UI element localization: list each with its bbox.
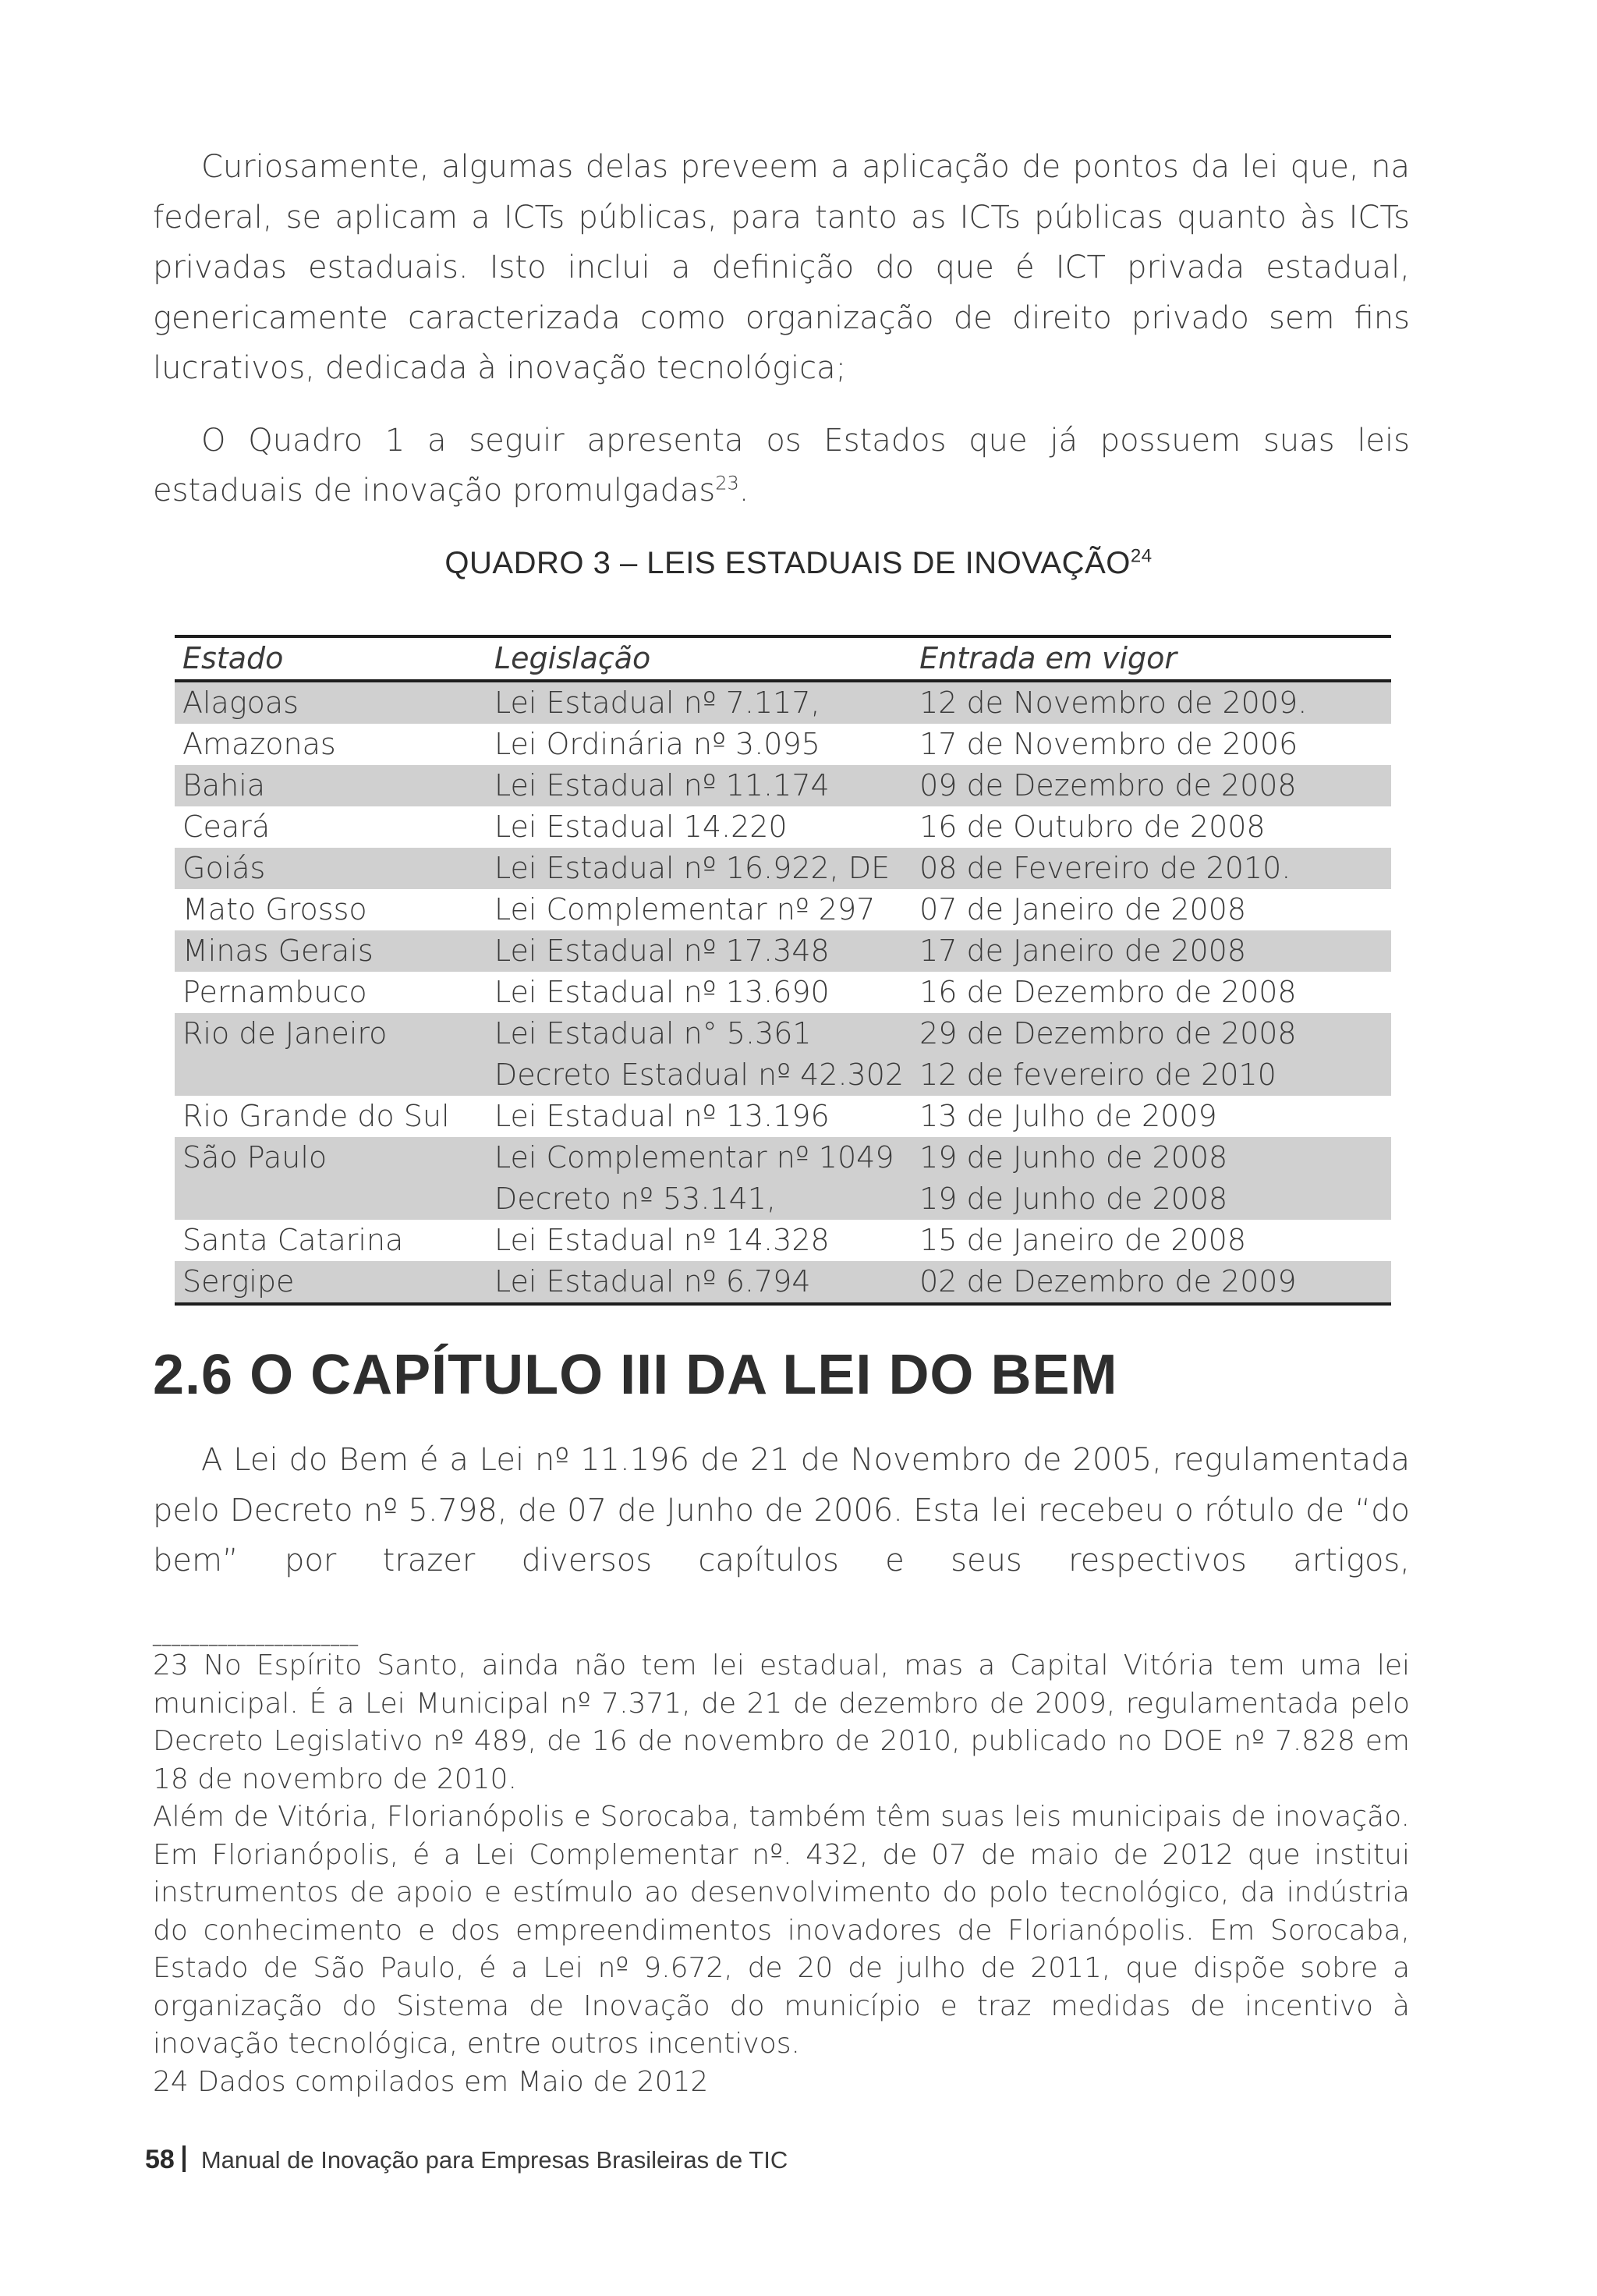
- cell-legislacao-line: Lei Ordinária nº 3.095: [494, 727, 820, 761]
- cell-legislacao-line: Lei Estadual nº 11.174: [494, 768, 830, 803]
- cell-entrada-em-vigor: [912, 930, 1391, 972]
- cell-estado: Alagoas: [182, 686, 299, 720]
- cell-legislacao-line: Lei Estadual nº 17.348: [494, 934, 830, 968]
- cell-entrada-em-vigor: [912, 1096, 1391, 1137]
- cell-legislacao-line: Lei Estadual nº 6.794: [494, 1264, 811, 1299]
- footnote-24: 24 Dados compilados em Maio de 2012: [153, 2065, 709, 2098]
- footnote-separator: ______________________: [153, 1627, 359, 1646]
- header-entrada-em-vigor: Entrada em vigor: [919, 641, 1177, 675]
- book-title: Manual de Inovação para Empresas Brasileiras de TIC: [200, 2146, 788, 2174]
- cell-entrada-em-vigor: [912, 806, 1391, 848]
- cell-entrada-em-vigor: [912, 889, 1391, 930]
- cell-entrada-em-vigor-line: 13 de Julho de 2009: [919, 1099, 1217, 1133]
- cell-estado: Amazonas: [182, 727, 336, 761]
- cell-legislacao-line: Lei Estadual n° 5.361: [494, 1016, 812, 1051]
- table-row: [175, 972, 1391, 1013]
- section-paragraph-1: A Lei do Bem é a Lei nº 11.196 de 21 de Novembro de 2005, regulamentada pelo Decreto nº 5.798, de 07 de Junho de 2006. Esta lei recebeu o rótulo de “do bem” por trazer diversos capítulos e seus respectivos artigos,: [153, 1442, 1410, 1578]
- cell-legislacao-line: Lei Estadual nº 13.196: [494, 1099, 830, 1133]
- cell-entrada-em-vigor-line: 12 de Novembro de 2009.: [919, 686, 1308, 720]
- cell-entrada-em-vigor-line: 09 de Dezembro de 2008: [919, 768, 1297, 803]
- cell-legislacao: [487, 848, 912, 889]
- header-legislacao: Legislação: [494, 641, 651, 675]
- cell-entrada-em-vigor: [912, 765, 1391, 806]
- cell-entrada-em-vigor-line: 15 de Janeiro de 2008: [919, 1223, 1247, 1257]
- cell-estado: Bahia: [182, 768, 266, 803]
- table-row: [175, 681, 1391, 724]
- footnote-23-continued: Além de Vitória, Florianópolis e Sorocaba, também têm suas leis municipais de inovação. Em Florianópolis, é a Lei Complementar nº. 432, de 07 de maio de 2012 que institui instrumentos de apoio e estímulo ao desenvolvimento do polo tecnológico, da indústria do conhecimento e dos empreendimentos inovadores de Florianópolis. Em Sorocaba, Estado de São Paulo, é a Lei nº 9.672, de 20 de julho de 2011, que dispõe sobre a organização do Sistema de Inovação do município e traz medidas de incentivo à inovação tecnológica, entre outros incentivos.: [153, 1801, 1410, 2060]
- cell-entrada-em-vigor-line: 19 de Junho de 2008: [919, 1182, 1228, 1216]
- cell-entrada-em-vigor-line: 19 de Junho de 2008: [919, 1140, 1228, 1175]
- intro-paragraph-2-end: .: [738, 473, 749, 508]
- table-row: [175, 806, 1391, 848]
- intro-paragraph-1: Curiosamente, algumas delas preveem a aplicação de pontos da lei que, na federal, se aplicam a ICTs públicas, para tanto as ICTs públicas quanto às ICTs privadas estaduais. Isto inclui a definição do que é ICT privada estadual, genericamente caracterizada como organização de direito privado sem fins lucrativos, dedicada à inovação tecnológica;: [153, 149, 1410, 386]
- cell-legislacao-line: Decreto nº 53.141,: [494, 1182, 777, 1216]
- cell-legislacao: [487, 765, 912, 806]
- cell-entrada-em-vigor: [912, 681, 1391, 724]
- cell-entrada-em-vigor-line: 08 de Fevereiro de 2010.: [919, 851, 1291, 885]
- cell-legislacao: [487, 889, 912, 930]
- cell-entrada-em-vigor-line: 17 de Novembro de 2006: [919, 727, 1298, 761]
- cell-legislacao-line: Lei Estadual nº 14.328: [494, 1223, 830, 1257]
- cell-legislacao: [487, 1013, 912, 1096]
- cell-legislacao-line: Decreto Estadual nº 42.302: [494, 1058, 905, 1092]
- cell-entrada-em-vigor-line: 02 de Dezembro de 2009: [919, 1264, 1297, 1299]
- cell-estado: Ceará: [182, 810, 271, 844]
- cell-estado: Mato Grosso: [182, 892, 367, 927]
- cell-entrada-em-vigor: [912, 1220, 1391, 1261]
- cell-estado: Pernambuco: [182, 975, 367, 1009]
- cell-entrada-em-vigor-line: 12 de fevereiro de 2010: [919, 1058, 1277, 1092]
- section-body: [153, 1435, 1410, 1586]
- intro-paragraph-2: [153, 416, 1410, 516]
- footnote-23: 23 No Espírito Santo, ainda não tem lei estadual, mas a Capital Vitória tem uma lei municipal. É a Lei Municipal nº 7.371, de 21 de dezembro de 2009, regulamentada pelo Decreto Legislativo nº 489, de 16 de novembro de 2010, publicado no DOE nº 7.828 em 18 de novembro de 2010.: [153, 1649, 1410, 1795]
- page-number: 58: [145, 2145, 175, 2174]
- cell-entrada-em-vigor: [912, 848, 1391, 889]
- table-caption-text: QUADRO 3 – LEIS ESTADUAIS DE INOVAÇÃO: [444, 546, 1131, 580]
- cell-entrada-em-vigor-line: 16 de Outubro de 2008: [919, 810, 1266, 844]
- cell-legislacao-line: Lei Estadual 14.220: [494, 810, 788, 844]
- cell-legislacao-line: Lei Complementar nº 297: [494, 892, 876, 927]
- cell-legislacao: [487, 1220, 912, 1261]
- cell-estado: Rio de Janeiro: [182, 1016, 388, 1051]
- cell-entrada-em-vigor-line: 29 de Dezembro de 2008: [919, 1016, 1297, 1051]
- table-row: [175, 765, 1391, 806]
- cell-legislacao-line: Lei Complementar nº 1049: [494, 1140, 894, 1175]
- cell-entrada-em-vigor-line: 17 de Janeiro de 2008: [919, 934, 1247, 968]
- intro-paragraph-2-text: O Quadro 1 a seguir apresenta os Estados que já possuem suas leis estaduais de inovação promulgadas: [153, 422, 1410, 508]
- cell-entrada-em-vigor: [912, 972, 1391, 1013]
- cell-estado: São Paulo: [182, 1140, 328, 1175]
- cell-legislacao-line: Lei Estadual nº 7.117,: [494, 686, 820, 720]
- cell-legislacao-line: Lei Estadual nº 13.690: [494, 975, 830, 1009]
- cell-legislacao: [487, 681, 912, 724]
- cell-estado: Sergipe: [182, 1264, 295, 1299]
- cell-entrada-em-vigor: [912, 1261, 1391, 1304]
- cell-estado: Rio Grande do Sul: [182, 1099, 450, 1133]
- table-body: [175, 681, 1391, 1304]
- state-laws-table: [175, 635, 1391, 1306]
- cell-legislacao: [487, 930, 912, 972]
- footnote-ref-23[interactable]: 23: [715, 472, 739, 494]
- cell-entrada-em-vigor-line: 16 de Dezembro de 2008: [919, 975, 1297, 1009]
- cell-entrada-em-vigor: [912, 724, 1391, 765]
- table-row: [175, 1013, 1391, 1096]
- table-row: [175, 724, 1391, 765]
- cell-entrada-em-vigor: [912, 1013, 1391, 1096]
- table-row: [175, 930, 1391, 972]
- page-footer: [145, 2145, 788, 2175]
- cell-legislacao: [487, 806, 912, 848]
- table-row: [175, 1096, 1391, 1137]
- cell-legislacao-line: Lei Estadual nº 16.922, DE: [494, 851, 891, 885]
- cell-estado: Minas Gerais: [182, 934, 374, 968]
- table-caption: [0, 546, 1597, 581]
- intro-text: [153, 142, 1410, 516]
- cell-legislacao: [487, 972, 912, 1013]
- cell-legislacao: [487, 724, 912, 765]
- footer-divider: [182, 2145, 186, 2172]
- cell-estado: Santa Catarina: [182, 1223, 404, 1257]
- section-heading: 2.6 O CAPÍTULO III DA LEI DO BEM: [153, 1344, 1118, 1406]
- header-estado: Estado: [182, 641, 284, 675]
- cell-entrada-em-vigor-line: 07 de Janeiro de 2008: [919, 892, 1247, 927]
- cell-legislacao: [487, 1261, 912, 1304]
- table-row: [175, 848, 1391, 889]
- cell-legislacao: [487, 1137, 912, 1220]
- footnote-ref-24[interactable]: 24: [1130, 545, 1153, 567]
- cell-legislacao: [487, 1096, 912, 1137]
- cell-entrada-em-vigor: [912, 1137, 1391, 1220]
- table-row: [175, 1261, 1391, 1304]
- table-row: [175, 889, 1391, 930]
- footnotes: [153, 1647, 1410, 2101]
- table-header-row: [175, 636, 1391, 681]
- table-row: [175, 1220, 1391, 1261]
- table-row: [175, 1137, 1391, 1220]
- cell-estado: Goiás: [182, 851, 266, 885]
